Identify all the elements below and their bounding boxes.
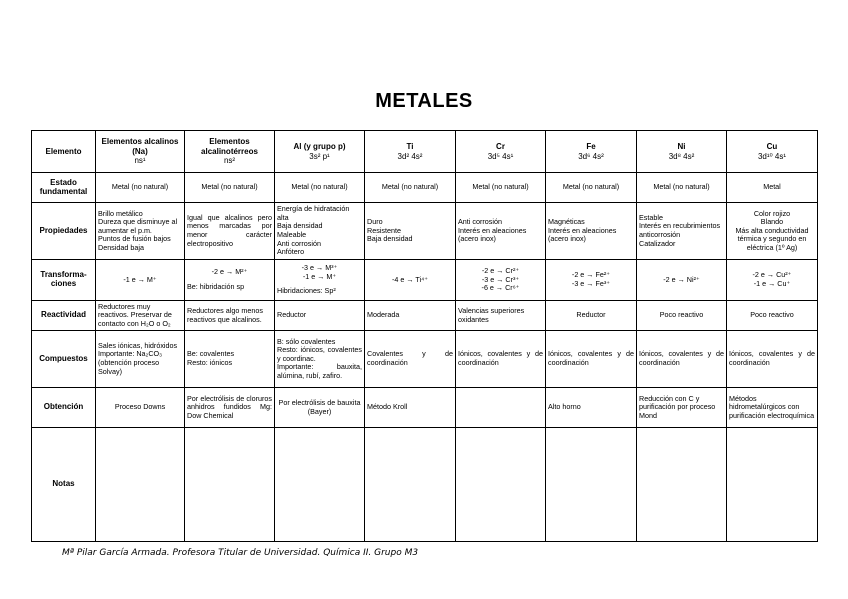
table-cell: [275, 260, 365, 301]
cell-line: Dureza que disminuye al aumentar el p.m.: [98, 217, 178, 235]
cell-line: Iónicos, covalentes y de coordinación: [548, 349, 634, 367]
table-cell: [185, 260, 275, 301]
row-label: Estado fundamental: [32, 173, 96, 203]
cell-line: Igual que alcalinos pero menos marcadas por menor carácter electropositivo: [187, 212, 272, 248]
footer-credit: Mª Pilar García Armada. Profesora Titular de Universidad. Química II. Grupo M3: [62, 548, 419, 558]
cell-line: Maleable: [277, 230, 307, 239]
table-cell: Reductores algo menos reactivos que alcalinos.: [185, 301, 275, 331]
cell-line: Iónicos, covalentes y de coordinación: [458, 349, 543, 367]
table-cell: [96, 428, 185, 542]
cell-line: Resistente: [367, 225, 401, 235]
table-cell: Por electrólisis de cloruros anhidros fundidos Mg: Dow Chemical: [185, 388, 275, 428]
page-title: METALES: [375, 90, 473, 112]
header-name: Fe: [586, 142, 596, 151]
header-name: Elementos alcalinos (Na): [101, 137, 179, 156]
header-ni: [637, 131, 727, 173]
table-cell: Reductor: [275, 301, 365, 331]
table-cell: Moderada: [365, 301, 456, 331]
cell-line: -2 e → Cr²⁺: [481, 266, 520, 276]
cell-line: Anti corrosión: [458, 217, 502, 227]
cell-line: Be: hibridación sp: [187, 282, 245, 291]
cell-line: Resto: iónicos, covalentes y coordinac.: [277, 345, 362, 363]
cell-line: Baja densidad: [277, 221, 323, 231]
table-cell: [185, 203, 275, 260]
cell-line: -2 e → Fe²⁺: [571, 270, 611, 280]
header-na: [96, 131, 185, 173]
table-cell: [185, 331, 275, 388]
row-notas: [32, 428, 818, 542]
header-row: [32, 131, 818, 173]
cell-line: B: sólo covalentes: [277, 336, 336, 346]
electron-config: 3d⁸ 4s²: [668, 151, 695, 161]
table-cell: [365, 260, 456, 301]
header-name: Elementos alcalinotérreos: [201, 137, 258, 156]
table-cell: Métodos hidrometalúrgicos con purificación electroquímica: [727, 388, 818, 428]
cell-line: -3 e → Fe³⁺: [571, 279, 611, 288]
cell-line: Baja densidad: [367, 234, 413, 244]
table-cell: Valencias superiores oxidantes: [456, 301, 546, 331]
header-cu: [727, 131, 818, 173]
table-cell: Por electrólisis de bauxita (Bayer): [275, 388, 365, 428]
row-label: Notas: [32, 428, 96, 542]
cell-line: Magnéticas: [548, 217, 585, 227]
table-cell: Poco reactivo: [637, 301, 727, 331]
table-cell: [546, 260, 637, 301]
table-cell: Reductores muy reactivos. Preservar de contacto con H₂O o O₂: [96, 301, 185, 331]
table-cell: Metal (no natural): [546, 173, 637, 203]
electron-config: ns¹: [134, 156, 146, 166]
header-al: [275, 131, 365, 173]
table-cell: [96, 260, 185, 301]
header-fe: [546, 131, 637, 173]
table-cell: Reducción con C y purificación por proceso Mond: [637, 388, 727, 428]
row-compuestos: [32, 331, 818, 388]
table-cell: [275, 428, 365, 542]
table-cell: Proceso Downs: [96, 388, 185, 428]
table-cell: [365, 203, 456, 260]
table-cell: [456, 428, 546, 542]
table-cell: [546, 428, 637, 542]
cell-line: -2 e → Cu²⁺: [752, 270, 792, 280]
cell-line: -6 e → Cr⁶⁺: [481, 283, 520, 293]
header-cr: [456, 131, 546, 173]
table-cell: [637, 331, 727, 388]
row-estado: [32, 173, 818, 203]
cell-line: Energía de hidratación alta: [277, 204, 350, 222]
cell-line: Duro: [367, 217, 383, 227]
row-reactividad: [32, 301, 818, 331]
table-cell: Método Kroll: [365, 388, 456, 428]
table-cell: Alto horno: [546, 388, 637, 428]
cell-line: -1 e → M⁺: [302, 271, 337, 281]
cell-line: Anfótero: [277, 247, 305, 257]
row-obtencion: [32, 388, 818, 428]
table-cell: Reductor: [546, 301, 637, 331]
table-cell: [96, 331, 185, 388]
cell-line: Catalizador: [639, 238, 676, 248]
table-cell: [275, 203, 365, 260]
cell-line: Anti corrosión: [277, 238, 321, 248]
table-cell: [456, 388, 546, 428]
table-cell: Metal (no natural): [96, 173, 185, 203]
cell-line: -1 e → M⁺: [123, 274, 157, 284]
table-cell: [456, 260, 546, 301]
row-label: Transforma-ciones: [32, 260, 96, 301]
row-propiedades: [32, 203, 818, 260]
cell-line: Covalentes y de coordinación: [367, 349, 453, 367]
header-name: Cr: [496, 142, 505, 151]
table-cell: Metal (no natural): [275, 173, 365, 203]
row-transformaciones: [32, 260, 818, 301]
cell-line: Interés en aleaciones (acero inox): [458, 225, 527, 244]
cell-line: Sales iónicas, hidróxidos: [98, 340, 178, 350]
header-name: Ti: [406, 142, 414, 151]
row-label: Reactividad: [32, 301, 96, 331]
electron-config: 3d² 4s²: [397, 151, 423, 161]
table-cell: Metal: [727, 173, 818, 203]
table-cell: [275, 331, 365, 388]
metals-table: [31, 130, 818, 542]
cell-line: -2 e → Ni²⁺: [663, 274, 700, 284]
row-label: Compuestos: [32, 331, 96, 388]
table-cell: [637, 260, 727, 301]
cell-line: Interés en recubrimientos: [639, 221, 721, 231]
cell-line: -1 e → Cu⁺: [753, 279, 791, 288]
electron-config: 3d¹⁰ 4s¹: [757, 151, 787, 161]
table-cell: [727, 428, 818, 542]
cell-line: -2 e → M²⁺: [211, 267, 248, 277]
cell-line: Iónicos, covalentes y de coordinación: [729, 349, 815, 367]
cell-line: Importante: bauxita, alúmina, rubí, zafiro.: [277, 362, 362, 380]
cell-line: Brillo metálico: [98, 208, 143, 218]
header-name: Ni: [677, 142, 686, 151]
table-cell: [365, 331, 456, 388]
cell-line: -3 e → Cr³⁺: [481, 274, 520, 284]
cell-line: Hibridaciones: Sp²: [277, 286, 336, 296]
table-cell: [727, 260, 818, 301]
table-cell: [456, 331, 546, 388]
cell-line: Resto: iónicos: [187, 358, 233, 367]
table-cell: Metal (no natural): [637, 173, 727, 203]
table-cell: Metal (no natural): [365, 173, 456, 203]
electron-config: 3d⁶ 4s²: [578, 151, 604, 161]
cell-line: -4 e → Ti⁴⁺: [391, 274, 429, 284]
table-cell: [637, 428, 727, 542]
table-cell: [637, 203, 727, 260]
electron-config: 3s² p¹: [309, 151, 330, 161]
cell-line: Densidad baja: [98, 242, 144, 252]
cell-line: Iónicos, covalentes y de coordinación: [639, 349, 724, 367]
cell-line: Interés en aleaciones (acero inox): [548, 225, 617, 244]
cell-line: Importante: Na₂CO₃ (obtención proceso Solvay): [98, 349, 163, 376]
table-cell: [185, 428, 275, 542]
table-cell: [96, 203, 185, 260]
cell-line: Estable: [639, 212, 663, 222]
cell-line: Más alta conductividad térmica y segundo en eléctrica (1º Ag): [735, 225, 809, 252]
table-cell: Metal (no natural): [185, 173, 275, 203]
cell-line: -3 e → M³⁺: [301, 263, 338, 273]
cell-line: anticorrosión: [639, 230, 681, 239]
table-cell: [727, 331, 818, 388]
row-label: Propiedades: [32, 203, 96, 260]
header-elemento: Elemento: [32, 131, 96, 173]
cell-line: Be: covalentes: [187, 349, 235, 359]
table-cell: [727, 203, 818, 260]
table-cell: Poco reactivo: [727, 301, 818, 331]
table-cell: [546, 331, 637, 388]
header-alcalinoterreos: [185, 131, 275, 173]
header-ti: [365, 131, 456, 173]
table-cell: [546, 203, 637, 260]
electron-config: 3d⁵ 4s¹: [487, 151, 514, 161]
electron-config: ns²: [223, 156, 236, 166]
row-label: Obtención: [32, 388, 96, 428]
table-cell: Metal (no natural): [456, 173, 546, 203]
table-cell: [365, 428, 456, 542]
header-name: Cu: [766, 142, 778, 151]
cell-line: Puntos de fusión bajos: [98, 234, 171, 244]
header-name: Al (y grupo p): [293, 142, 346, 151]
cell-line: Color rojizo: [753, 208, 791, 218]
cell-line: Blando: [760, 217, 784, 227]
table-cell: [456, 203, 546, 260]
